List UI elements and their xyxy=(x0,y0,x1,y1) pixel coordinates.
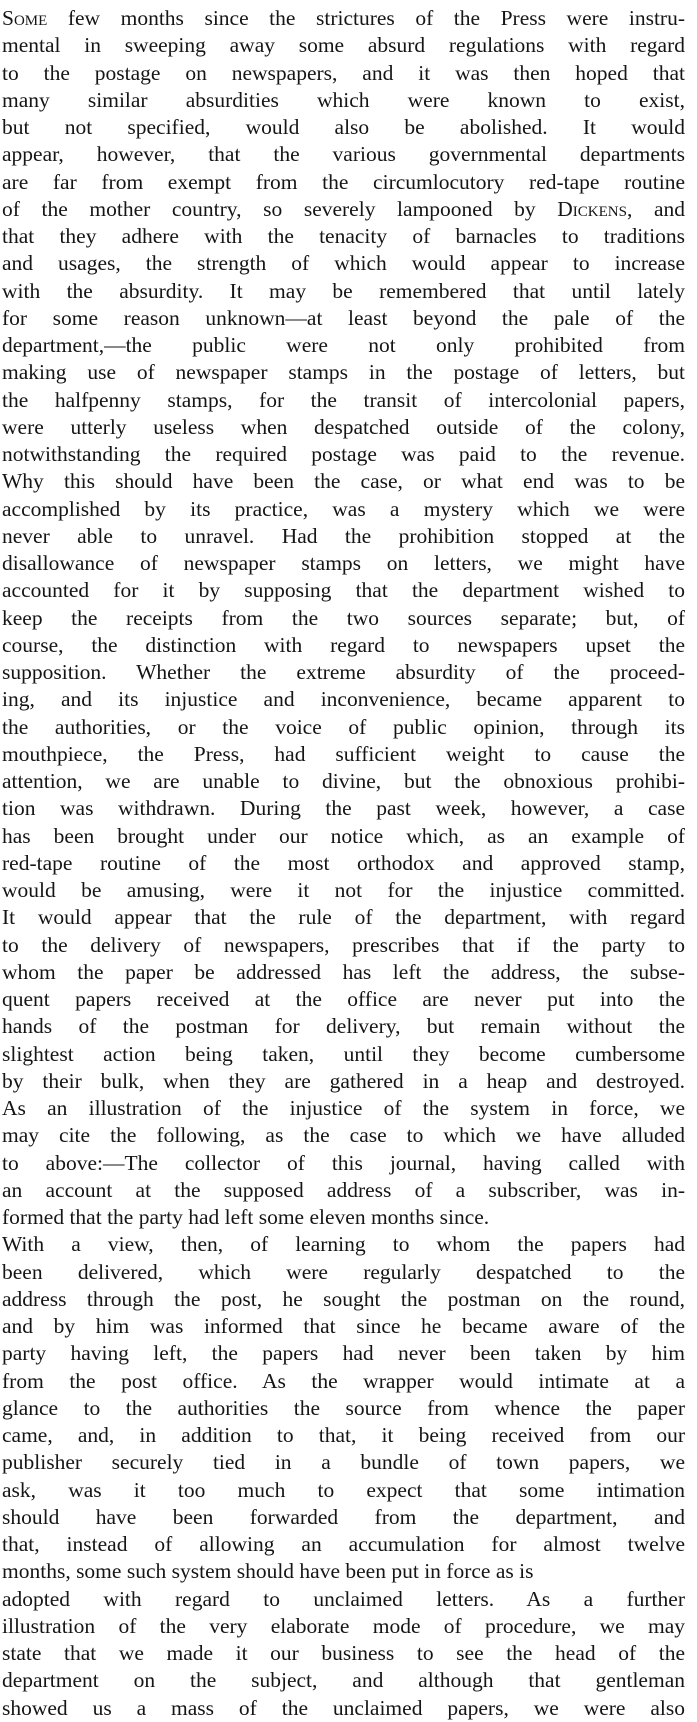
text-line: hands of the postman for delivery, but remain without the xyxy=(2,1014,685,1039)
text-line: an account at the supposed address of a subscriber, was in- xyxy=(2,1177,685,1202)
text-line: department,—the public were not only prohibited from xyxy=(2,333,685,357)
text-line: publisher securely tied in a bundle of town papers, we xyxy=(2,1450,685,1475)
text-line: address through the post, he sought the postman on the round, xyxy=(2,1286,685,1311)
text-line: whom the paper be addressed has left the address, the subse- xyxy=(2,959,685,984)
text-line: the authorities, or the voice of public opinion, through its xyxy=(2,714,685,739)
text-line: department on the subject, and although that gentleman xyxy=(2,1668,685,1693)
text-line: came, and, in addition to that, it being received from our xyxy=(2,1423,685,1447)
text-line: but not specified, would also be abolished. It would xyxy=(2,115,685,139)
text-line: party having left, the papers had never been taken by him xyxy=(2,1341,685,1366)
text-line: attention, we are unable to divine, but the obnoxious prohibi- xyxy=(2,769,685,793)
text-line: course, the distinction with regard to newspapers upset the xyxy=(2,632,685,657)
text-line: tion was withdrawn. During the past week, however, a case xyxy=(2,796,685,821)
text-line: quent papers received at the office are never put into the xyxy=(2,987,685,1011)
text-line: appear, however, that the various governmental departments xyxy=(2,142,685,167)
text-line: were utterly useless when despatched outside of the colony, xyxy=(2,414,685,439)
text-line: glance to the authorities the source from whence the paper xyxy=(2,1395,685,1420)
text-line: mental in sweeping away some absurd regulations with regard xyxy=(2,33,685,58)
text-line: that, instead of allowing an accumulation for almost twelve xyxy=(2,1532,685,1556)
text-line: mouthpiece, the Press, had sufficient weight to cause the xyxy=(2,741,685,766)
text-line: supposition. Whether the extreme absurdity of the proceed- xyxy=(2,660,685,684)
text-line: has been brought under our notice which, as an example of xyxy=(2,823,685,848)
text-line: to above:—The collector of this journal, having called with xyxy=(2,1150,685,1175)
text-line: to the postage on newspapers, and it was then hoped that xyxy=(2,60,685,85)
text-line: illustration of the very elaborate mode of procedure, we may xyxy=(2,1613,685,1638)
text-line: for some reason unknown—at least beyond the pale of the xyxy=(2,305,685,330)
text-line: of the mother country, so severely lampooned by Dickens, and xyxy=(2,196,685,221)
text-line: the halfpenny stamps, for the transit of intercolonial papers, xyxy=(2,387,685,412)
text-line: and by him was informed that since he became aware of the xyxy=(2,1314,685,1338)
text-line: accounted for it by supposing that the department wished to xyxy=(2,578,685,603)
text-line: showed us a mass of the unclaimed papers, we were also xyxy=(2,1695,685,1720)
text-line: making use of newspaper stamps in the postage of letters, but xyxy=(2,360,685,385)
text-line: been delivered, which were regularly despatched to the xyxy=(2,1259,685,1284)
text-line: ask, was it too much to expect that some intimation xyxy=(2,1477,685,1502)
text-line: With a view, then, of learning to whom the papers had xyxy=(2,1232,685,1257)
text-line: from the post office. As the wrapper would intimate at a xyxy=(2,1368,685,1393)
text-line: ing, and its injustice and inconvenience, became apparent to xyxy=(2,687,685,712)
text-line: As an illustration of the injustice of the system in force, we xyxy=(2,1096,685,1120)
text-line: disallowance of newspaper stamps on letters, we might have xyxy=(2,551,685,575)
text-line: notwithstanding the required postage was paid to the revenue. xyxy=(2,442,685,466)
text-line: that they adhere with the tenacity of barnacles to traditions xyxy=(2,224,685,248)
text-line: by their bulk, when they are gathered in a heap and destroyed. xyxy=(2,1068,685,1093)
text-line: slightest action being taken, until they become cumbersome xyxy=(2,1041,685,1066)
text-line: state that we made it our business to see the head of the xyxy=(2,1641,685,1665)
text-line: keep the receipts from the two sources separate; but, of xyxy=(2,605,685,630)
text-line: Some few months since the strictures of the Press were instru- xyxy=(2,6,685,30)
text-line: accomplished by its practice, was a mystery which we were xyxy=(2,496,685,521)
text-line: are far from exempt from the circumlocutory red-tape routine xyxy=(2,169,685,194)
text-line: red-tape routine of the most orthodox and approved stamp, xyxy=(2,850,685,875)
text-line: months, some such system should have been put in force as is xyxy=(2,1559,534,1584)
text-line: should have been forwarded from the department, and xyxy=(2,1504,685,1529)
text-line: with the absurdity. It may be remembered that until lately xyxy=(2,278,685,303)
text-line: never able to unravel. Had the prohibition stopped at the xyxy=(2,523,685,548)
text-line: to the delivery of newspapers, prescribes that if the party to xyxy=(2,932,685,957)
text-line: Why this should have been the case, or what end was to be xyxy=(2,469,685,494)
text-line: would be amusing, were it not for the injustice committed. xyxy=(2,878,685,902)
text-line: and usages, the strength of which would appear to increase xyxy=(2,251,685,276)
text-line: may cite the following, as the case to which we have alluded xyxy=(2,1123,685,1148)
text-line: It would appear that the rule of the department, with regard xyxy=(2,905,685,930)
text-line: many similar absurdities which were known to exist, xyxy=(2,87,685,112)
text-line: formed that the party had left some eleven months since. xyxy=(2,1205,490,1229)
text-line: adopted with regard to unclaimed letters. As a further xyxy=(2,1586,685,1611)
